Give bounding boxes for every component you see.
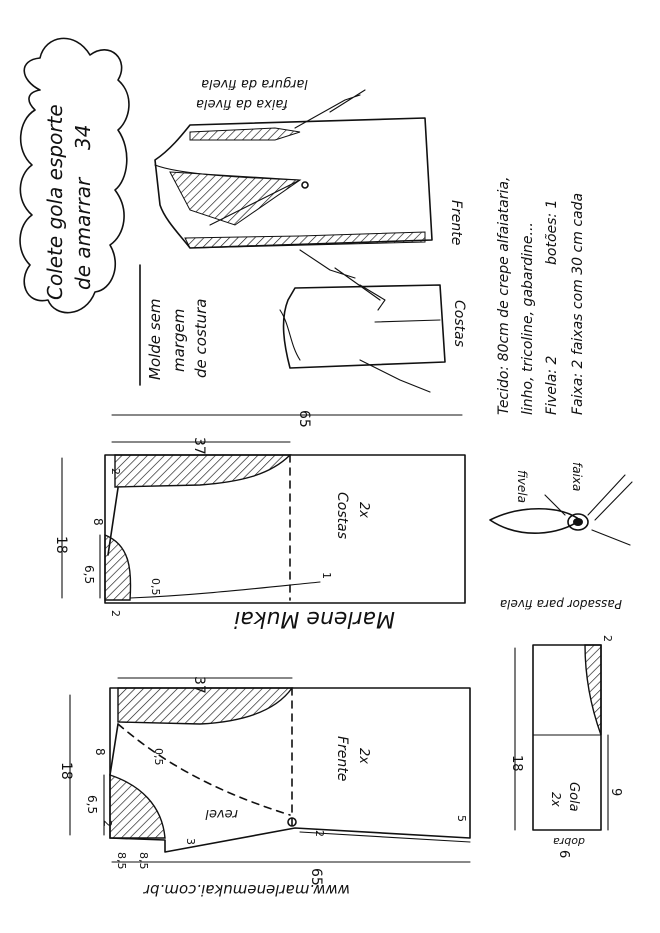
back-pattern-name: Costas [334,492,350,539]
front-pattern-qty: 2x [356,748,371,764]
front-width: 65 [308,868,324,886]
back-neck-down: 6,5 [82,565,96,585]
collar-pattern-name: Gola [566,782,581,812]
back-top-width: 37 [191,437,207,455]
back-small-2a: 2 [109,468,122,475]
title-line2: de amarrar [71,177,95,290]
collar-length: 18 [509,755,524,772]
front-pattern-name: Frente [334,736,350,782]
collar-b: 6 [556,850,571,859]
front-revel: revel [205,806,238,821]
front-neck-down: 6,5 [85,795,99,815]
front-shoulder: 8 [93,748,107,756]
back-pattern-qty: 2x [356,502,371,518]
website-url: www.marlenemukai.com.br [143,881,350,899]
materials-fivela: Fivela: 2 [544,355,560,415]
materials-text [496,177,586,415]
front-small-2: 2 [101,820,114,827]
back-small-2b: 2 [109,610,122,617]
materials-botoes: botões: 1 [544,199,560,265]
materials-line1: Tecido: 80cm de crepe alfaiataria, [496,176,512,415]
materials-line2: linho, tricoline, gabardine... [520,222,536,415]
margin-note [140,265,210,385]
back-width: 65 [296,410,312,428]
front-armhole: 0,5 [152,748,165,766]
front-side-2: 2 [313,830,326,837]
collar-fold: dobra [553,835,585,848]
buckle-width-label: largura da fivela [201,76,308,91]
title-cloud [20,38,129,312]
note-line3: de costura [192,298,210,378]
note-line1: Molde sem [146,298,164,380]
title-number: 34 [71,124,95,150]
back-armhole: 0,5 [149,578,162,596]
back-hem-rise: 1 [320,572,333,579]
back-pattern [53,410,465,617]
vest-back-illustration [280,285,467,392]
collar-pattern [509,635,623,858]
back-shoulder: 8 [91,518,105,526]
collar-c: 9 [608,788,623,797]
collar-pattern-qty: 2x [549,792,563,807]
signature: Marlene Mukai [234,606,395,631]
front-pattern [58,676,470,886]
front-height: 18 [58,762,74,780]
front-notch: 3 [184,838,197,845]
back-height: 18 [53,536,69,554]
vest-front-illustration [155,76,464,300]
buckle-passador-label: Passador para fivela [499,597,622,611]
front-bottom-b: 8,5 [137,852,150,870]
collar-top: 2 [601,635,614,642]
buckle-detail [490,462,632,611]
buckle-fivela-label: fivela [515,470,529,503]
front-side-5: 5 [455,815,468,822]
buckle-faixa-label: faixa [570,462,584,492]
buckle-strap-label: faixa da fivela [196,96,288,111]
note-line2: margem [170,308,188,372]
front-illustration-label: Frente [448,200,464,246]
materials-faixa: Faixa: 2 faixas com 30 cm cada [570,192,586,415]
front-top-width: 37 [191,676,207,694]
title-line1: Colete gola esporte [43,104,67,300]
back-illustration-label: Costas [451,300,467,347]
front-bottom-a: 8,5 [115,852,128,870]
